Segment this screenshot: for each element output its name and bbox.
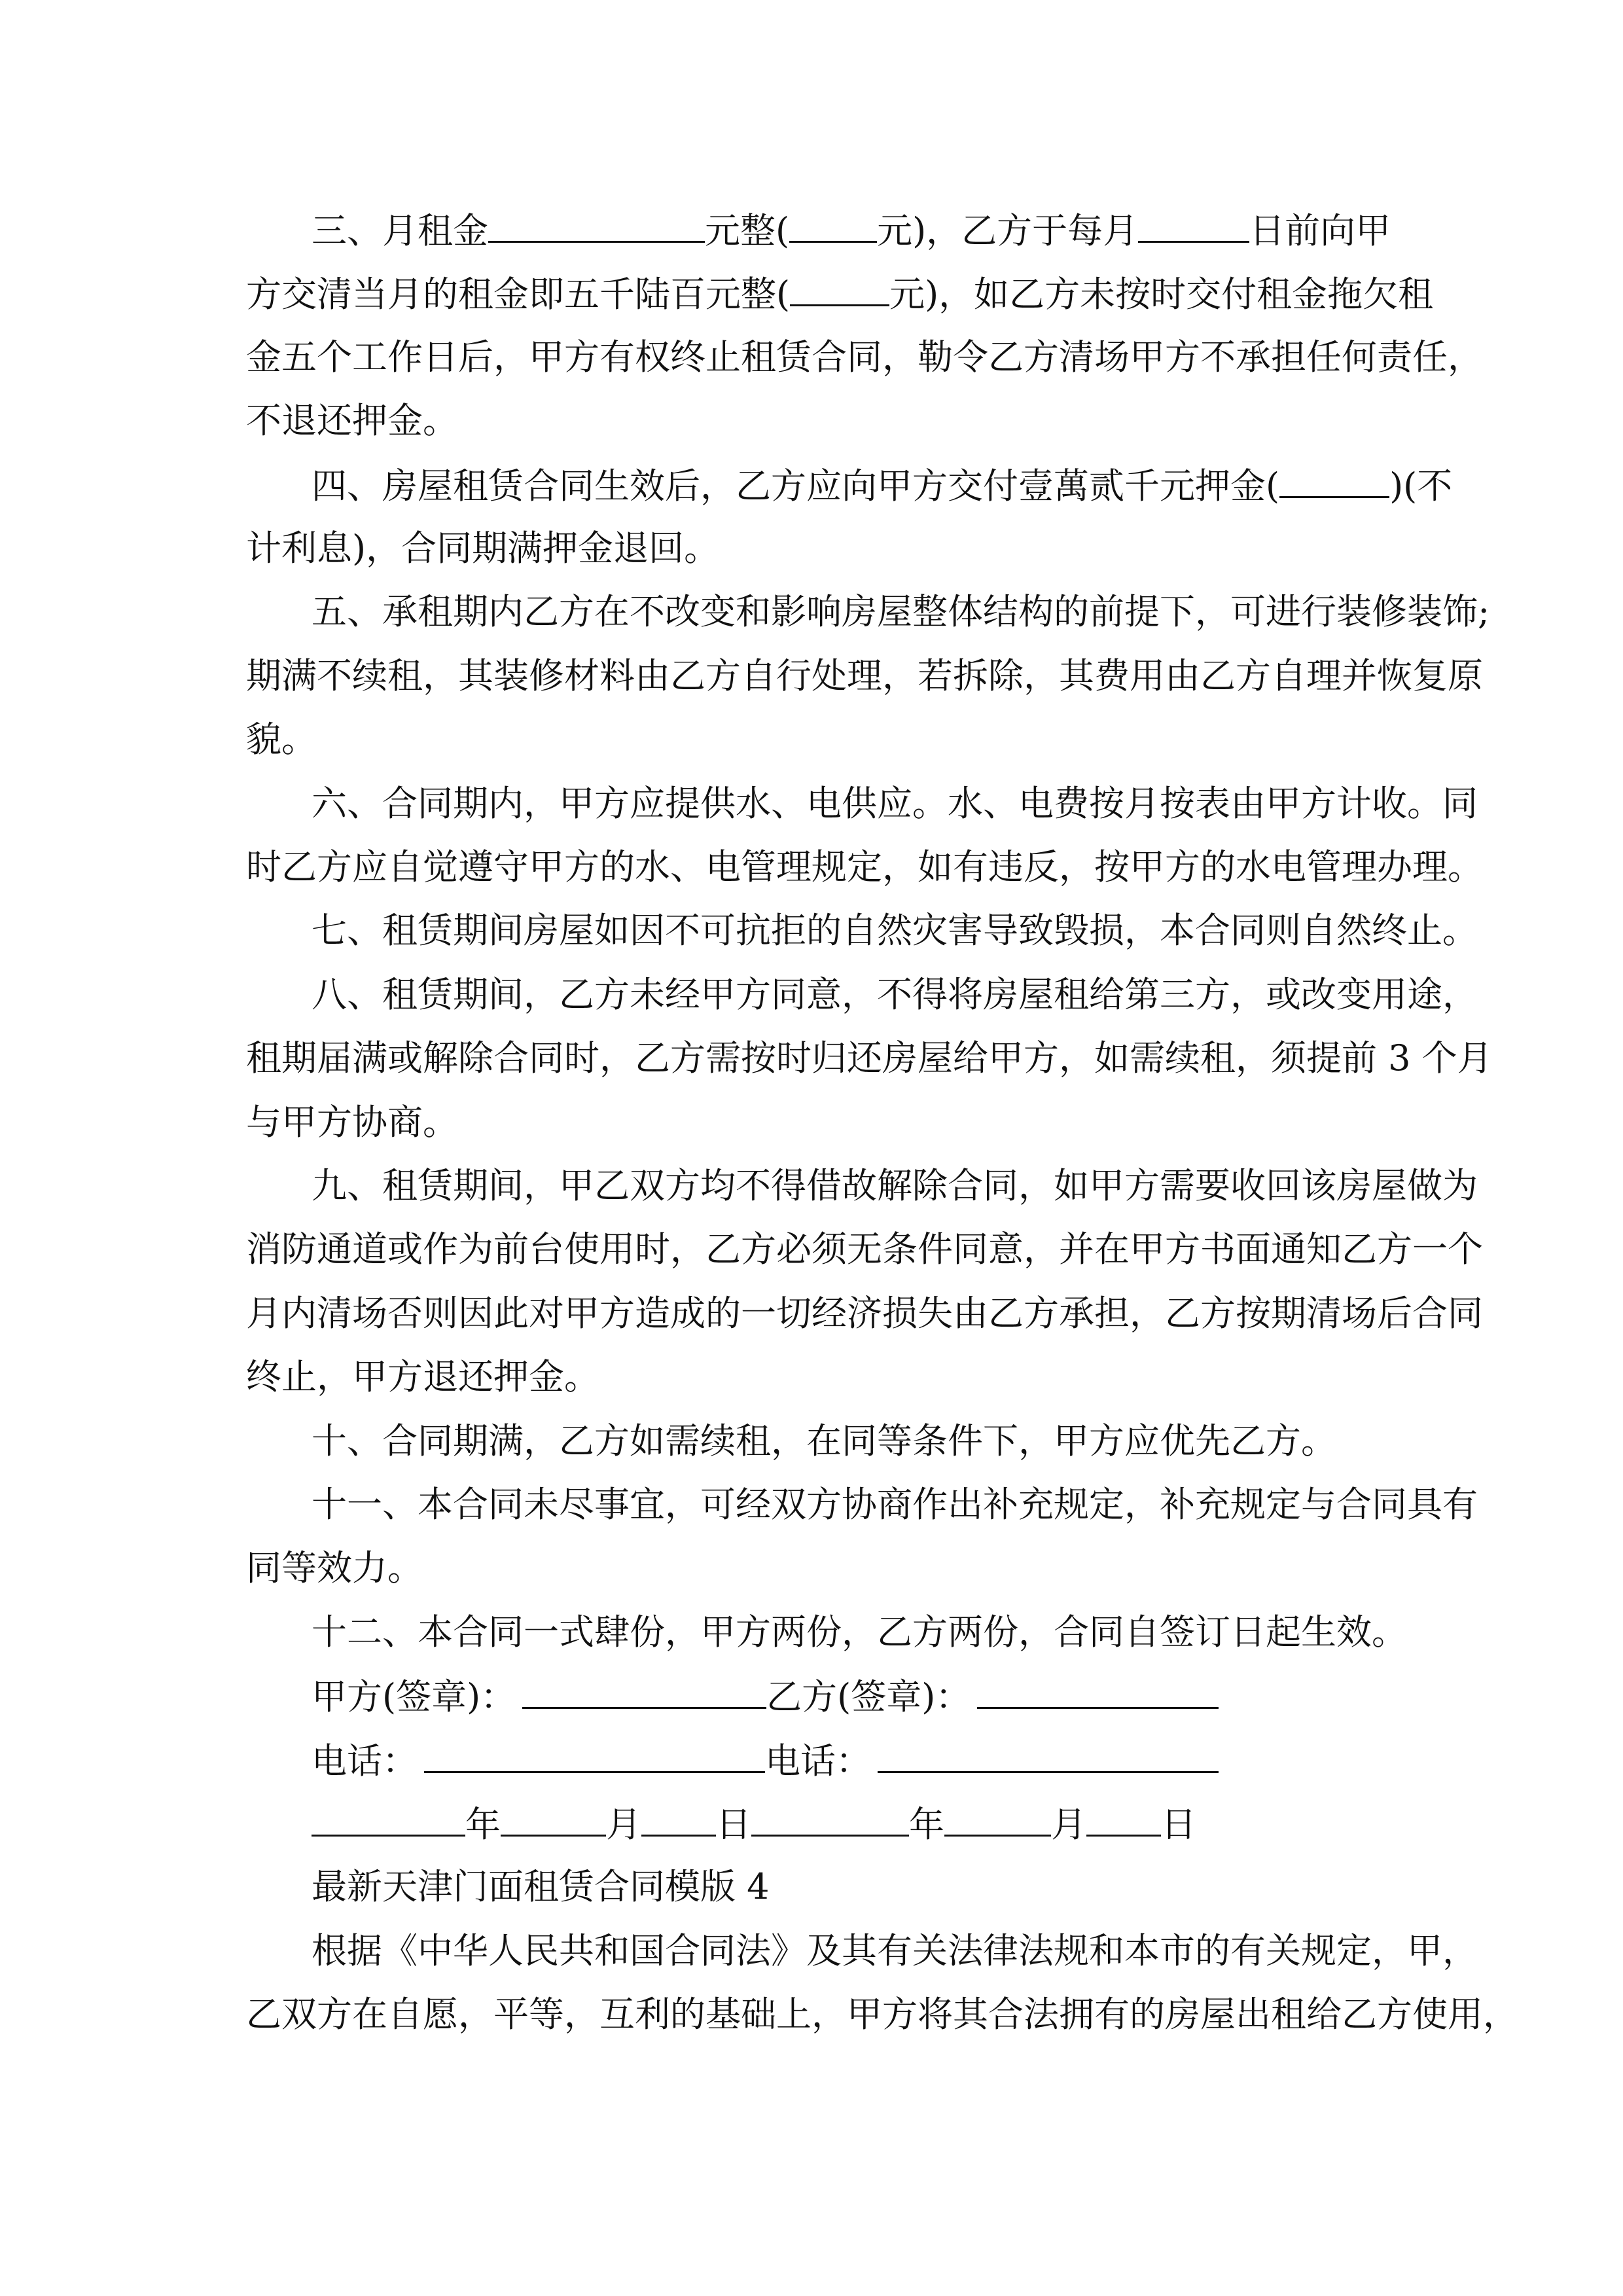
clause-6-line: 时乙方应自觉遵守甲方的水、电管理规定，如有违反，按甲方的水电管理办理。 (246, 846, 1483, 888)
year-a-blank[interactable] (312, 1801, 465, 1837)
rent-number-blank[interactable] (790, 270, 889, 306)
clause-6-line: 六、合同期内，甲方应提供水、电供应。水、电费按月按表由甲方计收。同 (312, 783, 1478, 824)
text: 元)，乙方于每月 (877, 210, 1139, 251)
phone-b-label: 电话： (765, 1740, 871, 1782)
clause-3-line: 金五个工作日后，甲方有权终止租赁合同，勒令乙方清场甲方不承担任何责任， (246, 336, 1483, 378)
phone-line (312, 1737, 1376, 1783)
next-intro-line: 乙双方在自愿，平等，互利的基础上，甲方将其合法拥有的房屋出租给乙方使用， (246, 1994, 1518, 2035)
next-intro-line: 根据《中华人民共和国合同法》及其有关法律法规和本市的有关规定，甲， (312, 1930, 1478, 1971)
clause-11-line: 十一、本合同未尽事宜，可经双方协商作出补充规定，补充规定与合同具有 (312, 1484, 1478, 1525)
signature-line (312, 1673, 1376, 1719)
text: 三、月租金 (312, 210, 488, 251)
clause-9-line: 消防通道或作为前台使用时，乙方必须无条件同意，并在甲方书面通知乙方一个 (246, 1229, 1483, 1270)
text: )(不 (1389, 465, 1453, 507)
party-a-label: 甲方(签章)： (312, 1676, 516, 1717)
clause-7-line: 七、租赁期间房屋如因不可抗拒的自然灾害导致毁损，本合同则自然终止。 (312, 910, 1478, 951)
clause-4-line: 计利息)，合同期满押金退回。 (246, 528, 720, 569)
year-label: 年 (909, 1804, 944, 1845)
year-label: 年 (465, 1804, 501, 1845)
text: 方交清当月的租金即五千陆百元整( (246, 274, 791, 315)
clause-3-line (312, 207, 1391, 253)
clause-4-line (312, 462, 1453, 508)
clause-8-line: 租期届满或解除合同时，乙方需按时归还房屋给甲方，如需续租，须提前 3 个月 (246, 1037, 1493, 1079)
month-label: 月 (1051, 1804, 1086, 1845)
text: 四、房屋租赁合同生效后，乙方应向甲方交付壹萬贰千元押金( (312, 465, 1280, 507)
day-b-blank[interactable] (1086, 1801, 1161, 1837)
clause-9-line: 月内清场否则因此对甲方造成的一切经济损失由乙方承担，乙方按期清场后合同 (246, 1293, 1483, 1334)
next-contract-title: 最新天津门面租赁合同模版 4 (312, 1866, 770, 1907)
clause-12-line: 十二、本合同一式肆份，甲方两份，乙方两份，合同自签订日起生效。 (312, 1611, 1407, 1653)
phone-a-label: 电话： (312, 1740, 418, 1782)
rent-amount-blank[interactable] (488, 207, 705, 243)
year-b-blank[interactable] (751, 1801, 909, 1837)
clause-11-line: 同等效力。 (246, 1547, 423, 1588)
party-b-signature-blank[interactable] (977, 1673, 1219, 1709)
pay-day-blank[interactable] (1138, 207, 1249, 243)
month-b-blank[interactable] (944, 1801, 1051, 1837)
clause-5-line: 貌。 (246, 719, 317, 760)
rent-number-blank[interactable] (789, 207, 877, 243)
clause-5-line: 五、承租期内乙方在不改变和影响房屋整体结构的前提下，可进行装修装饰; (312, 591, 1490, 632)
clause-10-line: 十、合同期满，乙方如需续租，在同等条件下，甲方应优先乙方。 (312, 1420, 1336, 1462)
day-a-blank[interactable] (641, 1801, 716, 1837)
day-label: 日 (716, 1804, 751, 1845)
clause-3-line: 不退还押金。 (246, 400, 458, 441)
party-a-signature-blank[interactable] (522, 1673, 766, 1709)
day-label: 日 (1161, 1804, 1196, 1845)
phone-b-blank[interactable] (878, 1737, 1219, 1773)
phone-a-blank[interactable] (424, 1737, 765, 1773)
deposit-blank[interactable] (1279, 462, 1389, 498)
text: 日前向甲 (1249, 210, 1391, 251)
clause-9-line: 终止，甲方退还押金。 (246, 1356, 599, 1397)
text: 元整( (705, 210, 790, 251)
text: 元)，如乙方未按时交付租金拖欠租 (889, 274, 1434, 315)
clause-5-line: 期满不续租，其装修材料由乙方自行处理，若拆除，其费用由乙方自理并恢复原 (246, 655, 1483, 696)
clause-8-line: 与甲方协商。 (246, 1102, 458, 1143)
date-line (312, 1801, 1376, 1846)
clause-9-line: 九、租赁期间，甲乙双方均不得借故解除合同，如甲方需要收回该房屋做为 (312, 1165, 1478, 1206)
month-label: 月 (606, 1804, 641, 1845)
month-a-blank[interactable] (501, 1801, 606, 1837)
clause-3-line (246, 270, 1434, 316)
clause-8-line: 八、租赁期间，乙方未经甲方同意，不得将房屋租给第三方，或改变用途， (312, 974, 1478, 1015)
party-b-label: 乙方(签章)： (766, 1676, 971, 1717)
